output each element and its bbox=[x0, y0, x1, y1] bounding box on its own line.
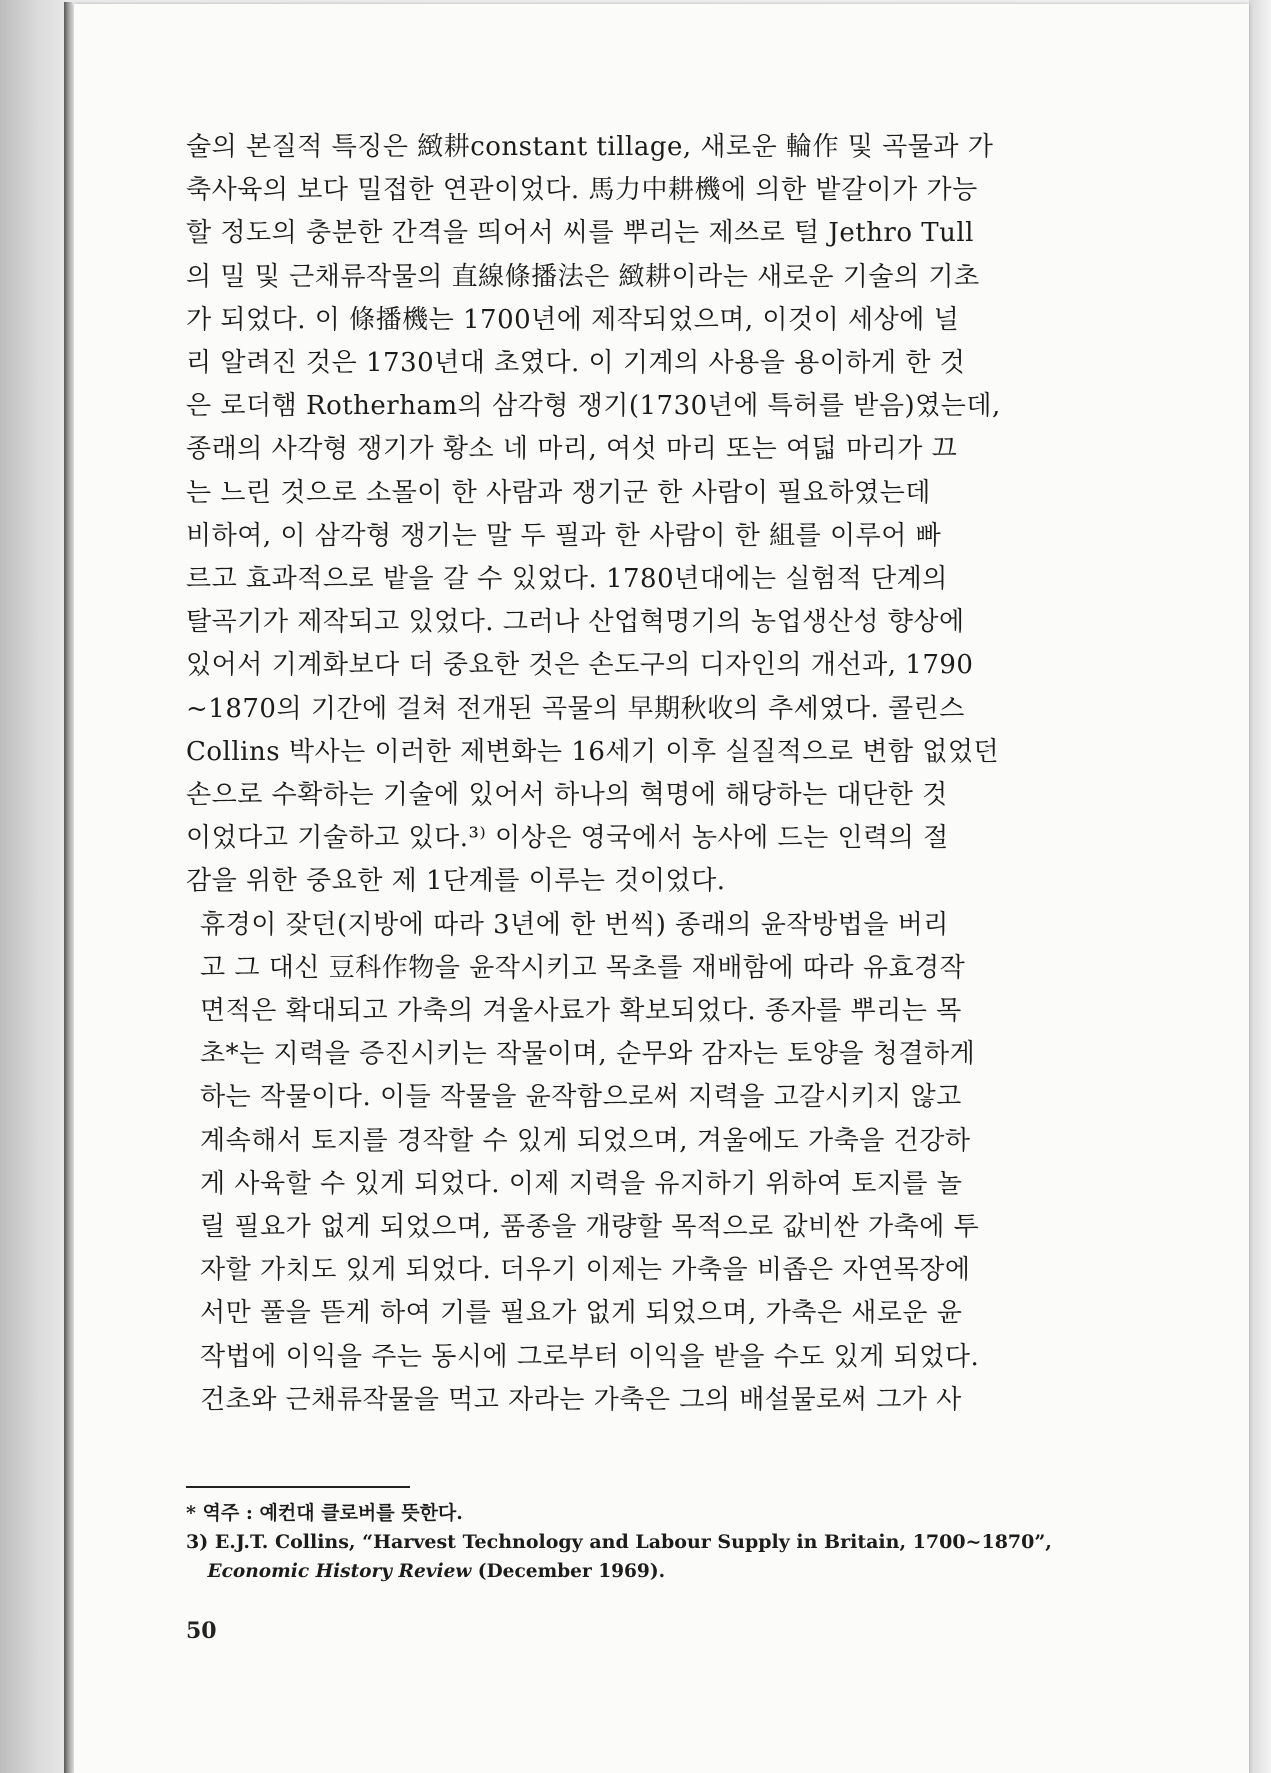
text-line: 작법에 이익을 주는 동시에 그로부터 이익을 받을 수도 있게 되었다. bbox=[200, 1341, 980, 1372]
text-line: 는 느린 것으로 소몰이 한 사람과 쟁기군 한 사람이 필요하였는데 bbox=[186, 477, 931, 508]
book-spine-edge bbox=[64, 2, 74, 1773]
paragraph bbox=[186, 904, 1116, 1422]
text-line: 계속해서 토지를 경작할 수 있게 되었으며, 겨울에도 가축을 건강하 bbox=[200, 1125, 971, 1156]
paragraph bbox=[186, 126, 1116, 904]
text-line: 축사육의 보다 밀접한 연관이었다. 馬力中耕機에 의한 밭갈이가 가능 bbox=[186, 175, 978, 206]
text-line: 초*는 지력을 증진시키는 작물이며, 순무와 감자는 토양을 청결하게 bbox=[200, 1039, 976, 1070]
journal-date: (December 1969). bbox=[471, 1560, 666, 1582]
page-margin-strip bbox=[1249, 0, 1271, 1773]
text-line: ~1870의 기간에 걸쳐 전개된 곡물의 早期秋收의 추세였다. 콜린스 bbox=[186, 693, 965, 724]
text-line: 술의 본질적 특징은 緻耕constant tillage, 새로운 輪作 및 곡물과 가 bbox=[186, 132, 994, 162]
text-line: 이었다고 기술하고 있다.³⁾ 이상은 영국에서 농사에 드는 인력의 절 bbox=[186, 823, 949, 854]
footnotes bbox=[186, 1499, 1116, 1586]
body-text bbox=[186, 126, 1116, 1422]
text-line: 가 되었다. 이 條播機는 1700년에 제작되었으며, 이것이 세상에 널 bbox=[186, 304, 960, 335]
text-line: 르고 효과적으로 밭을 갈 수 있었다. 1780년대에는 실험적 단계의 bbox=[186, 564, 948, 595]
text-line: 할 정도의 충분한 간격을 띄어서 씨를 뿌리는 제쓰로 털 Jethro Tull bbox=[186, 218, 975, 249]
text-line: 고 그 대신 豆科作物을 윤작시키고 목초를 재배함에 따라 유효경작 bbox=[200, 952, 966, 983]
footnote-reference-3: 3) E.J.T. Collins, “Harvest Technology and Labour Supply in Britain, 1700~1870”, bbox=[186, 1531, 1052, 1553]
text-line: 서만 풀을 뜯게 하여 기를 필요가 없게 되었으며, 가축은 새로운 윤 bbox=[200, 1298, 963, 1329]
footnote-translator-note: * 역주 : 예컨대 클로버를 뜻한다. bbox=[186, 1502, 463, 1524]
text-line: 자할 가치도 있게 되었다. 더우기 이제는 가축을 비좁은 자연목장에 bbox=[200, 1255, 971, 1286]
page-number: 50 bbox=[186, 1618, 217, 1644]
text-line: 비하여, 이 삼각형 쟁기는 말 두 필과 한 사람이 한 組를 이루어 빠 bbox=[186, 520, 942, 551]
text-line: 하는 작물이다. 이들 작물을 윤작함으로써 지력을 고갈시키지 않고 bbox=[200, 1082, 962, 1113]
text-line: 게 사육할 수 있게 되었다. 이제 지력을 유지하기 위하여 토지를 놀 bbox=[200, 1168, 963, 1199]
text-line: 의 밀 및 근채류작물의 直線條播法은 緻耕이라는 새로운 기술의 기초 bbox=[186, 261, 980, 292]
text-line: 종래의 사각형 쟁기가 황소 네 마리, 여섯 마리 또는 여덟 마리가 끄 bbox=[186, 434, 958, 465]
footnote-reference-3-continued bbox=[186, 1557, 1094, 1586]
text-line: 감을 위한 중요한 제 1단계를 이루는 것이었다. bbox=[186, 866, 726, 897]
text-line: Collins 박사는 이러한 제변화는 16세기 이후 실질적으로 변함 없었던 bbox=[186, 736, 1000, 767]
text-line: 릴 필요가 없게 되었으며, 품종을 개량할 목적으로 값비싼 가축에 투 bbox=[200, 1212, 980, 1243]
text-line: 건초와 근채류작물을 먹고 자라는 가축은 그의 배설물로써 그가 사 bbox=[200, 1384, 962, 1415]
text-line: 면적은 확대되고 가축의 겨울사료가 확보되었다. 종자를 뿌리는 목 bbox=[200, 996, 962, 1027]
text-line: 탈곡기가 제작되고 있었다. 그러나 산업혁명기의 농업생산성 향상에 bbox=[186, 607, 965, 638]
text-line: 손으로 수확하는 기술에 있어서 하나의 혁명에 해당하는 대단한 것 bbox=[186, 780, 948, 811]
text-line: 있어서 기계화보다 더 중요한 것은 손도구의 디자인의 개선과, 1790 bbox=[186, 650, 974, 681]
text-line: 리 알려진 것은 1730년대 초였다. 이 기계의 사용을 용이하게 한 것 bbox=[186, 348, 966, 379]
text-line: 휴경이 잦던(지방에 따라 3년에 한 번씩) 종래의 윤작방법을 버리 bbox=[200, 909, 949, 940]
footnote-divider bbox=[186, 1486, 410, 1488]
journal-title: Economic History Review bbox=[207, 1560, 472, 1582]
text-line: 은 로더햄 Rotherham의 삼각형 쟁기(1730년에 특허를 받음)였는데, bbox=[186, 391, 1001, 422]
